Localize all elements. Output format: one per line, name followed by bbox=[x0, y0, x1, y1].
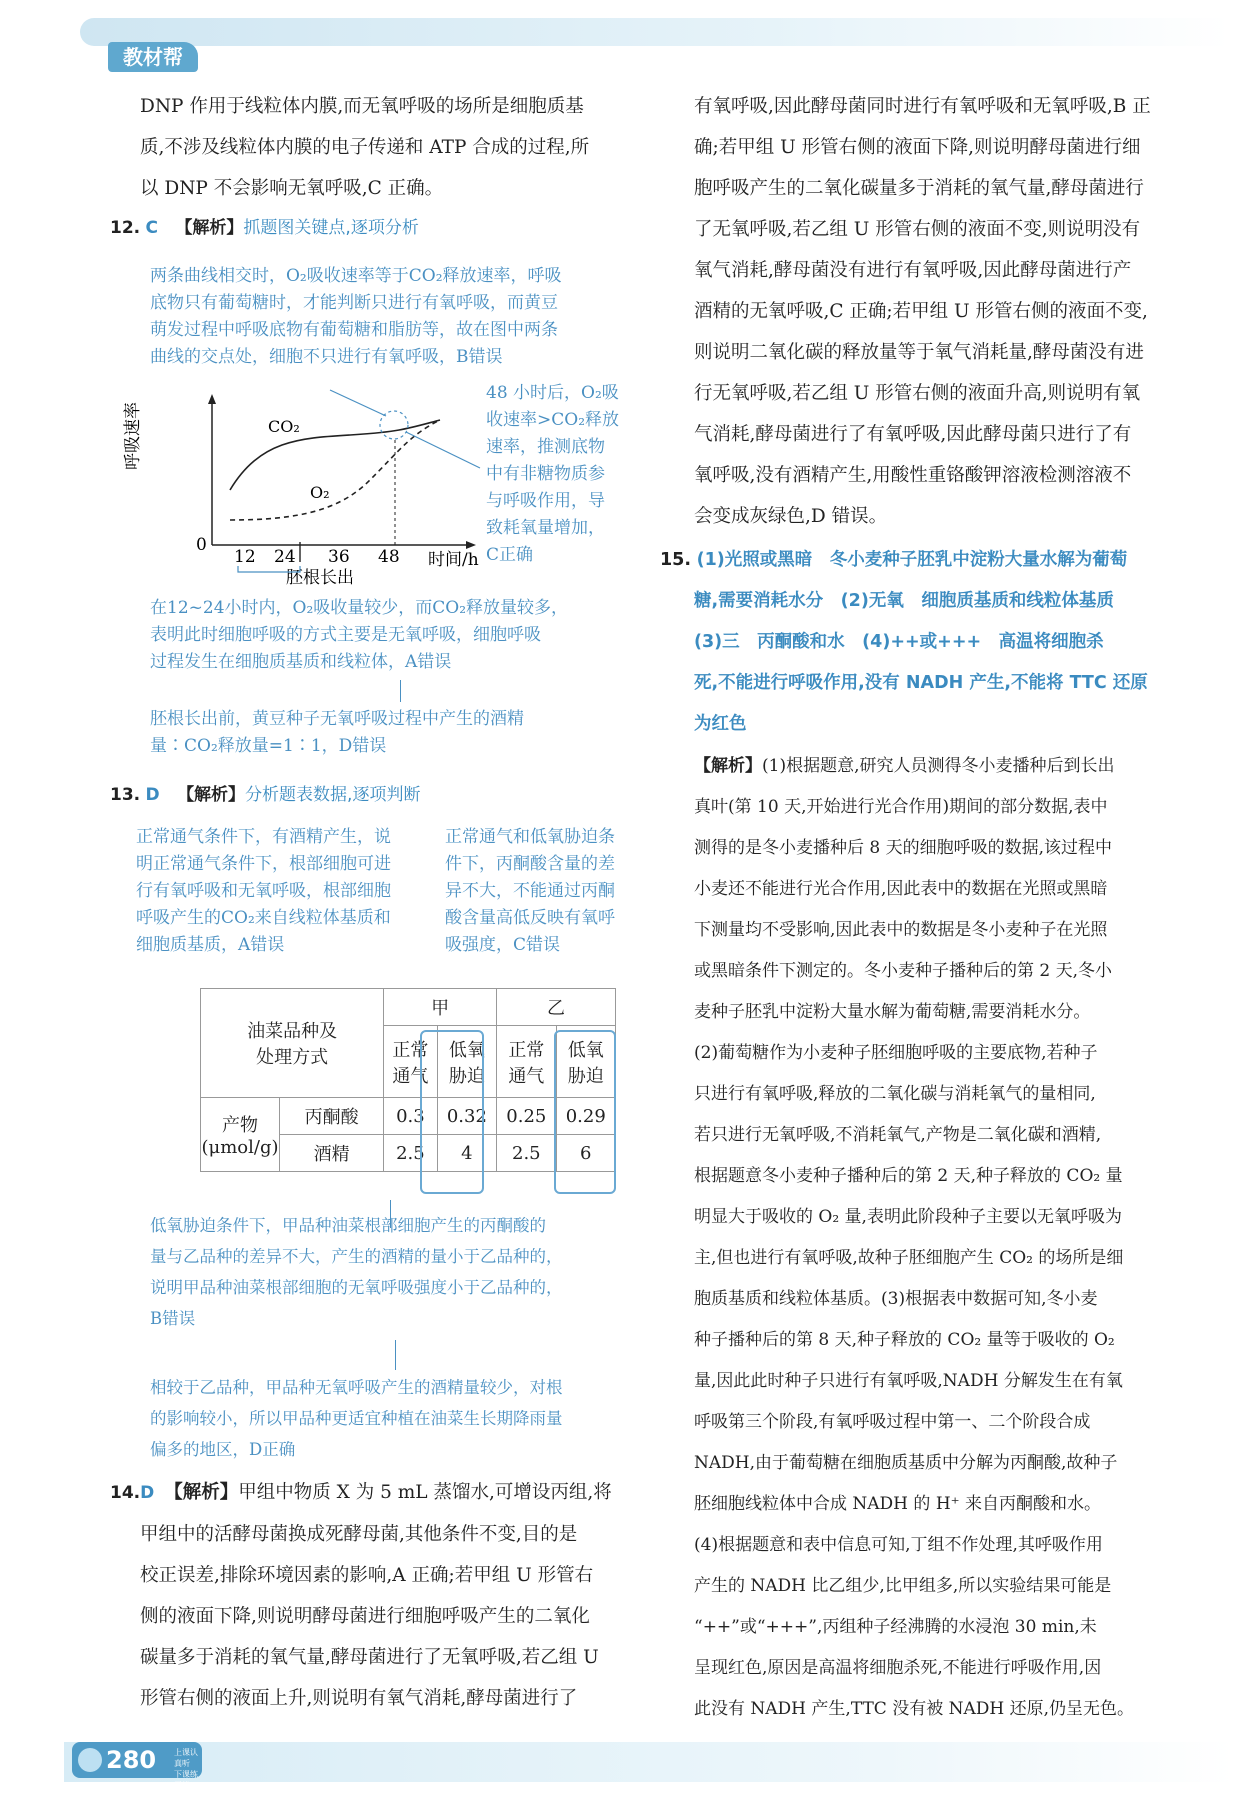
table-cell: 0.32 bbox=[437, 1098, 496, 1135]
q13-answer: D bbox=[145, 785, 160, 805]
note-line: 致耗氧量增加， bbox=[486, 518, 605, 538]
logo: 教材帮 bbox=[108, 42, 198, 72]
q14-answer: D bbox=[140, 1483, 155, 1503]
q15-number: 15. bbox=[660, 550, 692, 570]
q15-line: “++”或“+++”,丙组种子经沸腾的水浸泡 30 min,未 bbox=[694, 1617, 1097, 1637]
note-line: 表明此时细胞呼吸的方式主要是无氧呼吸，细胞呼吸 bbox=[150, 625, 541, 645]
q15-line: (4)根据题意和表中信息可知,丁组不作处理,其呼吸作用 bbox=[694, 1535, 1103, 1555]
note-line: 明正常通气条件下，根部细胞可进 bbox=[136, 854, 391, 874]
q14 bbox=[110, 1472, 645, 1719]
connector bbox=[395, 1340, 396, 1370]
cont-line: 氧气消耗,酵母菌没有进行有氧呼吸,因此酵母菌进行产 bbox=[694, 260, 1132, 281]
q12-tag: 【解析】 bbox=[175, 218, 244, 238]
q13-note-a bbox=[136, 824, 426, 959]
cont-line: 气消耗,酵母菌进行了有氧呼吸,因此酵母菌只进行了有 bbox=[694, 424, 1132, 445]
q15-line: 胞质基质和线粒体基质。(3)根据表中数据可知,冬小麦 bbox=[694, 1289, 1098, 1309]
note-line: 两条曲线相交时，O₂吸收速率等于CO₂释放速率，呼吸 bbox=[150, 266, 562, 286]
left-column bbox=[140, 86, 642, 209]
x-arrow bbox=[466, 541, 476, 549]
cont-line: 行无氧呼吸,若乙组 U 形管右侧的液面升高,则说明有氧 bbox=[694, 383, 1141, 404]
root-annotation: 胚根长出 bbox=[286, 568, 354, 588]
table-cell: 2.5 bbox=[497, 1135, 556, 1172]
page-number: 280 bbox=[106, 1746, 157, 1774]
q12-note-a bbox=[150, 595, 640, 676]
x-tick: 24 bbox=[274, 547, 296, 567]
cont-line: 胞呼吸产生的二氧化碳量多于消耗的氧气量,酵母菌进行 bbox=[694, 178, 1144, 199]
q15-explanation bbox=[694, 746, 1188, 1730]
footer-slogan: 上课认真听 下课练无忧 bbox=[174, 1748, 198, 1790]
note-line: 相较于乙品种，甲品种无氧呼吸产生的酒精量较少，对根 bbox=[150, 1378, 563, 1397]
note-line: C正确 bbox=[486, 545, 534, 565]
q15-tag: 【解析】 bbox=[694, 756, 762, 776]
origin-label: 0 bbox=[196, 535, 207, 555]
x-tick: 36 bbox=[328, 547, 350, 567]
q14-line: 形管右侧的液面上升,则说明有氧气消耗,酵母菌进行了 bbox=[140, 1688, 578, 1709]
q14-tag: 【解析】 bbox=[164, 1482, 239, 1503]
mascot-icon bbox=[78, 1748, 102, 1772]
note-line: B错误 bbox=[150, 1309, 196, 1328]
q13-number: 13. bbox=[110, 785, 141, 805]
q15-line: 若只进行无氧呼吸,不消耗氧气,产物是二氧化碳和酒精, bbox=[694, 1125, 1102, 1145]
highlight-box bbox=[420, 1030, 484, 1194]
header-band bbox=[80, 18, 1230, 46]
table-cell: 0.3 bbox=[384, 1098, 438, 1135]
x-tick: 12 bbox=[234, 547, 256, 567]
table-group-a: 甲 bbox=[384, 989, 497, 1026]
pointer-b bbox=[330, 390, 386, 416]
q15-line: 呼吸第三个阶段,有氧呼吸过程中第一、二个阶段合成 bbox=[694, 1412, 1091, 1432]
q12-note-d bbox=[150, 706, 640, 760]
q15-line: 种子播种后的第 8 天,种子释放的 CO₂ 量等于吸收的 O₂ bbox=[694, 1330, 1115, 1350]
q15-line: 小麦还不能进行光合作用,因此表中的数据在光照或黑暗 bbox=[694, 879, 1108, 899]
q12-number: 12. bbox=[110, 218, 141, 238]
q15-line: 明显大于吸收的 O₂ 量,表明此阶段种子主要以无氧呼吸为 bbox=[694, 1207, 1122, 1227]
q15-line: 下测量均不受影响,因此表中的数据是冬小麦种子在光照 bbox=[694, 920, 1108, 940]
q15-line: 麦种子胚乳中淀粉大量水解为葡萄糖,需要消耗水分。 bbox=[694, 1002, 1091, 1022]
note-line: 说明甲品种油菜根部细胞的无氧呼吸强度小于乙品种的， bbox=[150, 1278, 563, 1297]
q15-answer bbox=[660, 540, 1190, 745]
cont-line: 有氧呼吸,因此酵母菌同时进行有氧呼吸和无氧呼吸,B 正 bbox=[694, 96, 1151, 117]
q12-note-b bbox=[150, 263, 630, 371]
q15-line: 根据题意冬小麦种子播种后的第 2 天,种子释放的 CO₂ 量 bbox=[694, 1166, 1123, 1186]
note-line: 低氧胁迫条件下，甲品种油菜根部细胞产生的丙酮酸的 bbox=[150, 1216, 546, 1235]
note-line: 中有非糖物质参 bbox=[486, 464, 605, 484]
note-line: 行有氧呼吸和无氧呼吸，根部细胞 bbox=[136, 881, 391, 901]
note-line: 异不大，不能通过丙酮 bbox=[445, 881, 615, 901]
q15-line: 呈现红色,原因是高温将细胞杀死,不能进行呼吸作用,因 bbox=[694, 1658, 1102, 1678]
table-row bbox=[201, 989, 616, 1026]
q15-answer-line: 死,不能进行呼吸作用,没有 NADH 产生,不能将 TTC 还原 bbox=[694, 673, 1148, 693]
q15-line: 主,但也进行有氧呼吸,故种子胚细胞产生 CO₂ 的场所是细 bbox=[694, 1248, 1124, 1268]
q12-header bbox=[110, 213, 419, 238]
page-number-badge bbox=[72, 1742, 202, 1790]
footer-band bbox=[64, 1742, 1234, 1782]
table-sub: 低氧 胁迫 bbox=[437, 1026, 496, 1098]
note-line: 与呼吸作用，导 bbox=[486, 491, 605, 511]
pointer-c bbox=[406, 432, 480, 468]
note-line: 48 小时后，O₂吸 bbox=[486, 383, 619, 403]
table-group-b: 乙 bbox=[497, 989, 616, 1026]
q15-answer-line bbox=[660, 540, 1190, 581]
q15-line bbox=[694, 746, 1188, 787]
right-column bbox=[694, 86, 1184, 537]
note-line: 量与乙品种的差异不大，产生的酒精的量小于乙品种的， bbox=[150, 1247, 563, 1266]
note-line: 正常通气和低氧胁迫条 bbox=[445, 827, 615, 847]
q14-line: 碳量多于消耗的氧气量,酵母菌进行了无氧呼吸,若乙组 U bbox=[140, 1647, 599, 1668]
note-line: 酸含量高低反映有氧呼 bbox=[445, 908, 615, 928]
cont-line: 氧呼吸,没有酒精产生,用酸性重铬酸钾溶液检测溶液不 bbox=[694, 465, 1132, 486]
note-line: 呼吸产生的CO₂来自线粒体基质和 bbox=[136, 908, 391, 928]
note-line: 吸强度，C错误 bbox=[445, 935, 561, 955]
note-line: 件下，丙酮酸含量的差 bbox=[445, 854, 615, 874]
q15-line: 量,因此此时种子只进行有氧呼吸,NADH 分解发生在有氧 bbox=[694, 1371, 1123, 1391]
q15-line: NADH,由于葡萄糖在细胞质基质中分解为丙酮酸,故种子 bbox=[694, 1453, 1118, 1473]
connector bbox=[400, 680, 401, 702]
table-cell: 2.5 bbox=[384, 1135, 438, 1172]
q15-line: 此没有 NADH 产生,TTC 没有被 NADH 还原,仍呈无色。 bbox=[694, 1699, 1135, 1719]
note-line: 底物只有葡萄糖时，才能判断只进行有氧呼吸，而黄豆 bbox=[150, 293, 558, 313]
table-cell: 丙酮酸 bbox=[280, 1098, 384, 1135]
table-cell: 0.29 bbox=[556, 1098, 615, 1135]
q13-note-d bbox=[150, 1372, 650, 1465]
q13-hint: 分析题表数据,逐项判断 bbox=[245, 785, 421, 805]
intro-text: 以 DNP 不会影响无氧呼吸,C 正确。 bbox=[140, 178, 444, 199]
note-line: 曲线的交点处，细胞不只进行有氧呼吸，B错误 bbox=[150, 347, 503, 367]
q14-number: 14. bbox=[110, 1483, 141, 1503]
q15-answer-line: 为红色 bbox=[694, 714, 747, 734]
q14-line bbox=[110, 1472, 645, 1514]
y-label: 呼吸速率 bbox=[123, 402, 143, 470]
table-cell: 酒精 bbox=[280, 1135, 384, 1172]
note-line: 收速率>CO₂释放 bbox=[486, 410, 620, 430]
table-cell: 4 bbox=[437, 1135, 496, 1172]
q12-note-c bbox=[486, 380, 646, 569]
q15-answer-text: (1)光照或黑暗 冬小麦种子胚乳中淀粉大量水解为葡萄 bbox=[696, 550, 1128, 570]
table-sub: 低氧 胁迫 bbox=[556, 1026, 615, 1098]
q15-line: 产生的 NADH 比乙组少,比甲组多,所以实验结果可能是 bbox=[694, 1576, 1112, 1596]
note-line: 胚根长出前，黄豆种子无氧呼吸过程中产生的酒精 bbox=[150, 709, 524, 729]
q15-line: (2)葡萄糖作为小麦种子胚细胞呼吸的主要底物,若种子 bbox=[694, 1043, 1098, 1063]
q15-answer-line: 糖,需要消耗水分 (2)无氧 细胞质基质和线粒体基质 bbox=[694, 591, 1114, 611]
note-line: 速率，推测底物 bbox=[486, 437, 605, 457]
cont-line: 了无氧呼吸,若乙组 U 形管右侧的液面不变,则说明没有 bbox=[694, 219, 1141, 240]
q13-note-b bbox=[150, 1210, 650, 1334]
q14-line: 校正误差,排除环境因素的影响,A 正确;若甲组 U 形管右 bbox=[140, 1565, 594, 1586]
table-header-main: 油菜品种及 处理方式 bbox=[201, 989, 384, 1098]
note-line: 偏多的地区，D正确 bbox=[150, 1440, 296, 1459]
note-line: 过程发生在细胞质基质和线粒体，A错误 bbox=[150, 652, 452, 672]
q14-line: 甲组中的活酵母菌换成死酵母菌,其他条件不变,目的是 bbox=[140, 1524, 578, 1545]
q12-graph bbox=[123, 380, 490, 600]
q15-text: (1)根据题意,研究人员测得冬小麦播种后到长出 bbox=[762, 756, 1115, 776]
o2-label: O₂ bbox=[310, 483, 330, 502]
intro-line: DNP 作用于线粒体内膜,而无氧呼吸的场所是细胞质基 bbox=[140, 96, 584, 117]
table-cell: 6 bbox=[556, 1135, 615, 1172]
note-line: 的影响较小，所以甲品种更适宜种植在油菜生长期降雨量 bbox=[150, 1409, 563, 1428]
o2-curve bbox=[230, 420, 440, 520]
cont-line: 酒精的无氧呼吸,C 正确;若甲组 U 形管右侧的液面不变, bbox=[694, 301, 1148, 322]
intro-line bbox=[140, 168, 642, 209]
table-cell: 0.25 bbox=[497, 1098, 556, 1135]
table-sub: 正常 通气 bbox=[497, 1026, 556, 1098]
q12-answer: C bbox=[145, 218, 159, 238]
q15-answer-line: (3)三 丙酮酸和水 (4)++或+++ 高温将细胞杀 bbox=[694, 632, 1104, 652]
cont-line: 会变成灰绿色,D 错误。 bbox=[694, 506, 888, 527]
x-label: 时间/h bbox=[428, 550, 479, 570]
q14-text: 甲组中物质 X 为 5 mL 蒸馏水,可增设丙组,将 bbox=[238, 1482, 612, 1503]
co2-label: CO₂ bbox=[268, 417, 300, 436]
cont-line: 则说明二氧化碳的释放量等于氧气消耗量,酵母菌没有进 bbox=[694, 342, 1144, 363]
cont-line: 确;若甲组 U 形管右侧的液面下降,则说明酵母菌进行细 bbox=[694, 137, 1141, 158]
q15-line: 或黑暗条件下测定的。冬小麦种子播种后的第 2 天,冬小 bbox=[694, 961, 1113, 981]
q12-hint: 抓题图关键点,逐项分析 bbox=[243, 218, 419, 238]
note-line: 萌发过程中呼吸底物有葡萄糖和脂肪等，故在图中两条 bbox=[150, 320, 558, 340]
q15-line: 测得的是冬小麦播种后 8 天的细胞呼吸的数据,该过程中 bbox=[694, 838, 1113, 858]
note-line: 在12~24小时内，O₂吸收量较少，而CO₂释放量较多， bbox=[150, 598, 569, 618]
intro-line: 质,不涉及线粒体内膜的电子传递和 ATP 合成的过程,所 bbox=[140, 137, 590, 158]
q13-header bbox=[110, 780, 420, 805]
table-sub: 正常 通气 bbox=[384, 1026, 438, 1098]
q15-line: 只进行有氧呼吸,释放的二氧化碳与消耗氧气的量相同, bbox=[694, 1084, 1096, 1104]
note-line: 量∶CO₂释放量=1∶1，D错误 bbox=[150, 736, 387, 756]
q13-tag: 【解析】 bbox=[177, 785, 246, 805]
y-arrow bbox=[208, 394, 216, 404]
co2-curve bbox=[230, 420, 440, 490]
table-row-label: 产物 (μmol/g) bbox=[201, 1098, 280, 1172]
note-line: 细胞质基质，A错误 bbox=[136, 935, 285, 955]
note-line: 正常通气条件下，有酒精产生，说 bbox=[136, 827, 391, 847]
q15-line: 胚细胞线粒体中合成 NADH 的 H⁺ 来自丙酮酸和水。 bbox=[694, 1494, 1102, 1514]
q14-line: 侧的液面下降,则说明酵母菌进行细胞呼吸产生的二氧化 bbox=[140, 1606, 590, 1627]
q15-line: 真叶(第 10 天,开始进行光合作用)期间的部分数据,表中 bbox=[694, 797, 1108, 817]
x-tick: 48 bbox=[378, 547, 400, 567]
q13-note-c bbox=[445, 824, 645, 959]
highlight-box bbox=[554, 1030, 616, 1194]
